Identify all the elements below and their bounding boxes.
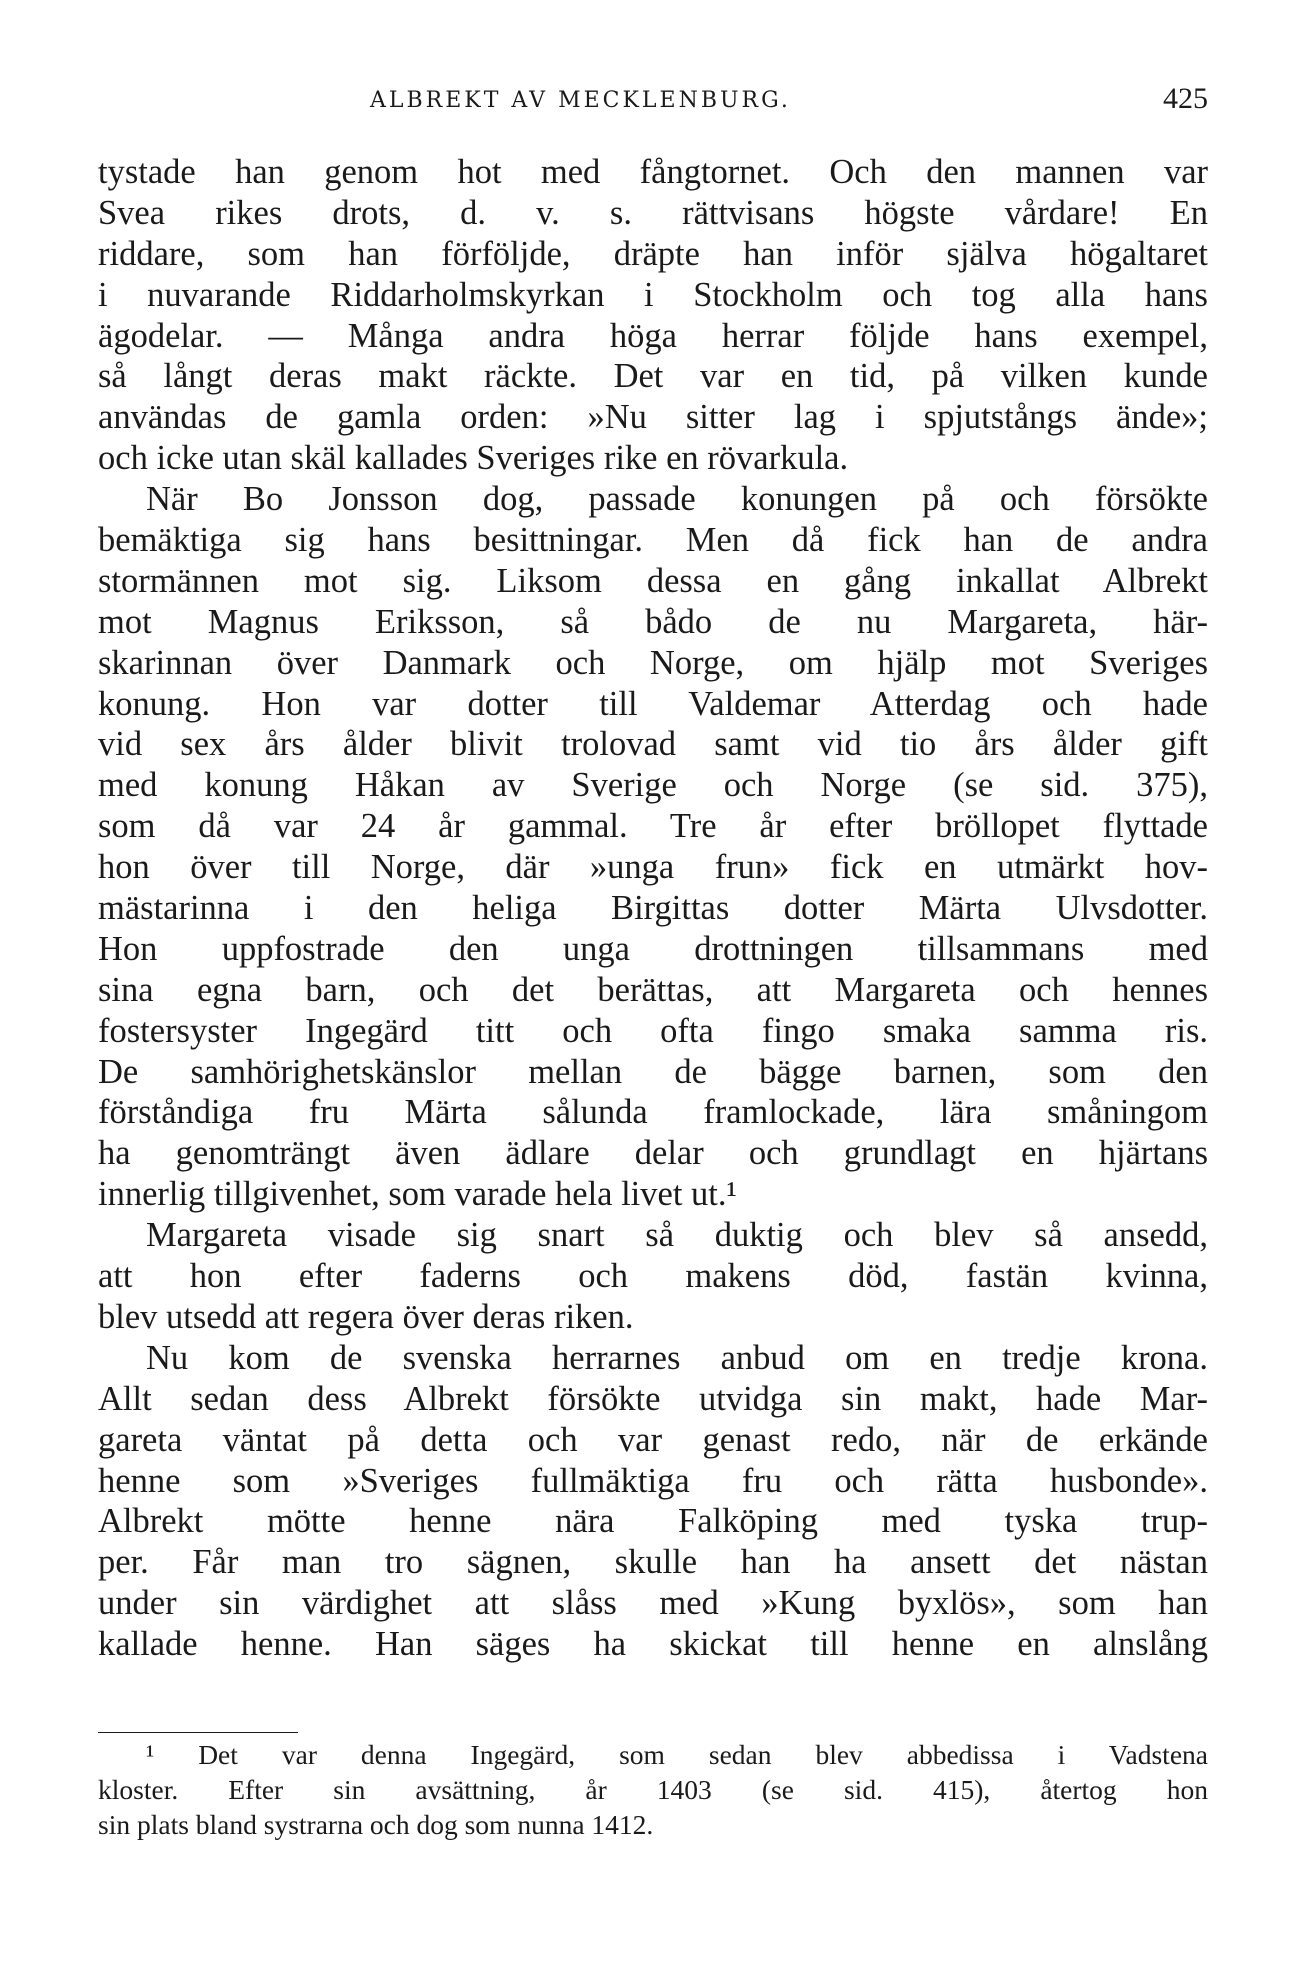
text-line: som då var 24 år gammal. Tre år efter bröllopet flyttade [98,807,1208,846]
text-line: henne som »Sveriges fullmäktiga fru och rätta husbonde». [98,1461,1208,1500]
text-line: skarinnan över Danmark och Norge, om hjälp mot Sveriges [98,643,1208,682]
footnote-line: ¹ Det var denna Ingegärd, som sedan blev abbedissa i Vadstena [146,1739,1208,1770]
footnote-line: sin plats bland systrarna och dog som nunna 1412. [98,1809,654,1840]
footnote-divider [98,1732,298,1733]
text-line: och icke utan skäl kallades Sveriges rike en rövarkula. [98,439,849,478]
text-line: kallade henne. Han säges ha skickat till henne en alnslång [98,1625,1208,1664]
running-title: ALBREKT AV MECKLENBURG. [370,88,791,113]
text-line: blev utsedd att regera över deras riken. [98,1297,634,1336]
text-line: Hon uppfostrade den unga drottningen tillsammans med [98,929,1208,968]
text-line: i nuvarande Riddarholmskyrkan i Stockholm och tog alla hans [98,275,1208,314]
text-line: tystade han genom hot med fångtornet. Och den mannen var [98,153,1208,191]
text-line: att hon efter faderns och makens död, fastän kvinna, [98,1257,1208,1296]
text-line: När Bo Jonsson dog, passade konungen på och försökte [146,480,1208,519]
text-line: Albrekt mötte henne nära Falköping med tyska trup- [98,1502,1208,1541]
text-line: hon över till Norge, där »unga frun» fick en utmärkt hov- [98,848,1208,887]
text-line: vid sex års ålder blivit trolovad samt vid tio års ålder gift [98,725,1208,764]
text-line: mot Magnus Eriksson, så bådo de nu Margareta, här- [98,602,1208,641]
text-line: De samhörighetskänslor mellan de bägge barnen, som den [98,1052,1208,1091]
text-line: så långt deras makt räckte. Det var en tid, på vilken kunde [98,357,1208,396]
text-line: Nu kom de svenska herrarnes anbud om en tredje krona. [146,1338,1208,1377]
text-line: Allt sedan dess Albrekt försökte utvidga sin makt, hade Mar- [98,1379,1208,1418]
text-line: Margareta visade sig snart så duktig och blev så ansedd, [146,1216,1208,1255]
text-line: användas de gamla orden: »Nu sitter lag i spjutstångs ände»; [98,398,1208,437]
text-line: gareta väntat på detta och var genast redo, när de erkände [98,1420,1208,1459]
text-line: fostersyster Ingegärd titt och ofta fingo smaka samma ris. [98,1011,1208,1050]
footnotes [98,1737,1208,1842]
text-line: stormännen mot sig. Liksom dessa en gång inkallat Albrekt [98,561,1208,600]
text-line: per. Får man tro sägnen, skulle han ha ansett det nästan [98,1543,1208,1582]
footnote-line: kloster. Efter sin avsättning, år 1403 (se sid. 415), återtog hon [98,1774,1208,1805]
page-number: 425 [1163,82,1208,115]
text-line: förståndiga fru Märta sålunda framlockade, lära småningom [98,1093,1208,1132]
text-line: ägodelar. — Många andra höga herrar följde hans exempel, [98,316,1208,355]
text-line: med konung Håkan av Sverige och Norge (se sid. 375), [98,766,1208,805]
page-header [98,82,1208,128]
text-line: mästarinna i den heliga Birgittas dotter Märta Ulvsdotter. [98,889,1208,928]
text-line: bemäktiga sig hans besittningar. Men då fick han de andra [98,521,1208,560]
text-line: ha genomträngt även ädlare delar och grundlagt en hjärtans [98,1134,1208,1173]
text-line: under sin värdighet att slåss med »Kung byxlös», som han [98,1584,1208,1623]
text-line: sina egna barn, och det berättas, att Margareta och hennes [98,970,1208,1009]
text-line: Svea rikes drots, d. v. s. rättvisans högste vårdare! En [98,193,1208,232]
text-line: riddare, som han förföljde, dräpte han inför själva högaltaret [98,234,1208,273]
text-line: konung. Hon var dotter till Valdemar Atterdag och hade [98,684,1208,723]
body-text [98,152,1208,1665]
text-line: innerlig tillgivenhet, som varade hela livet ut.¹ [98,1175,737,1214]
